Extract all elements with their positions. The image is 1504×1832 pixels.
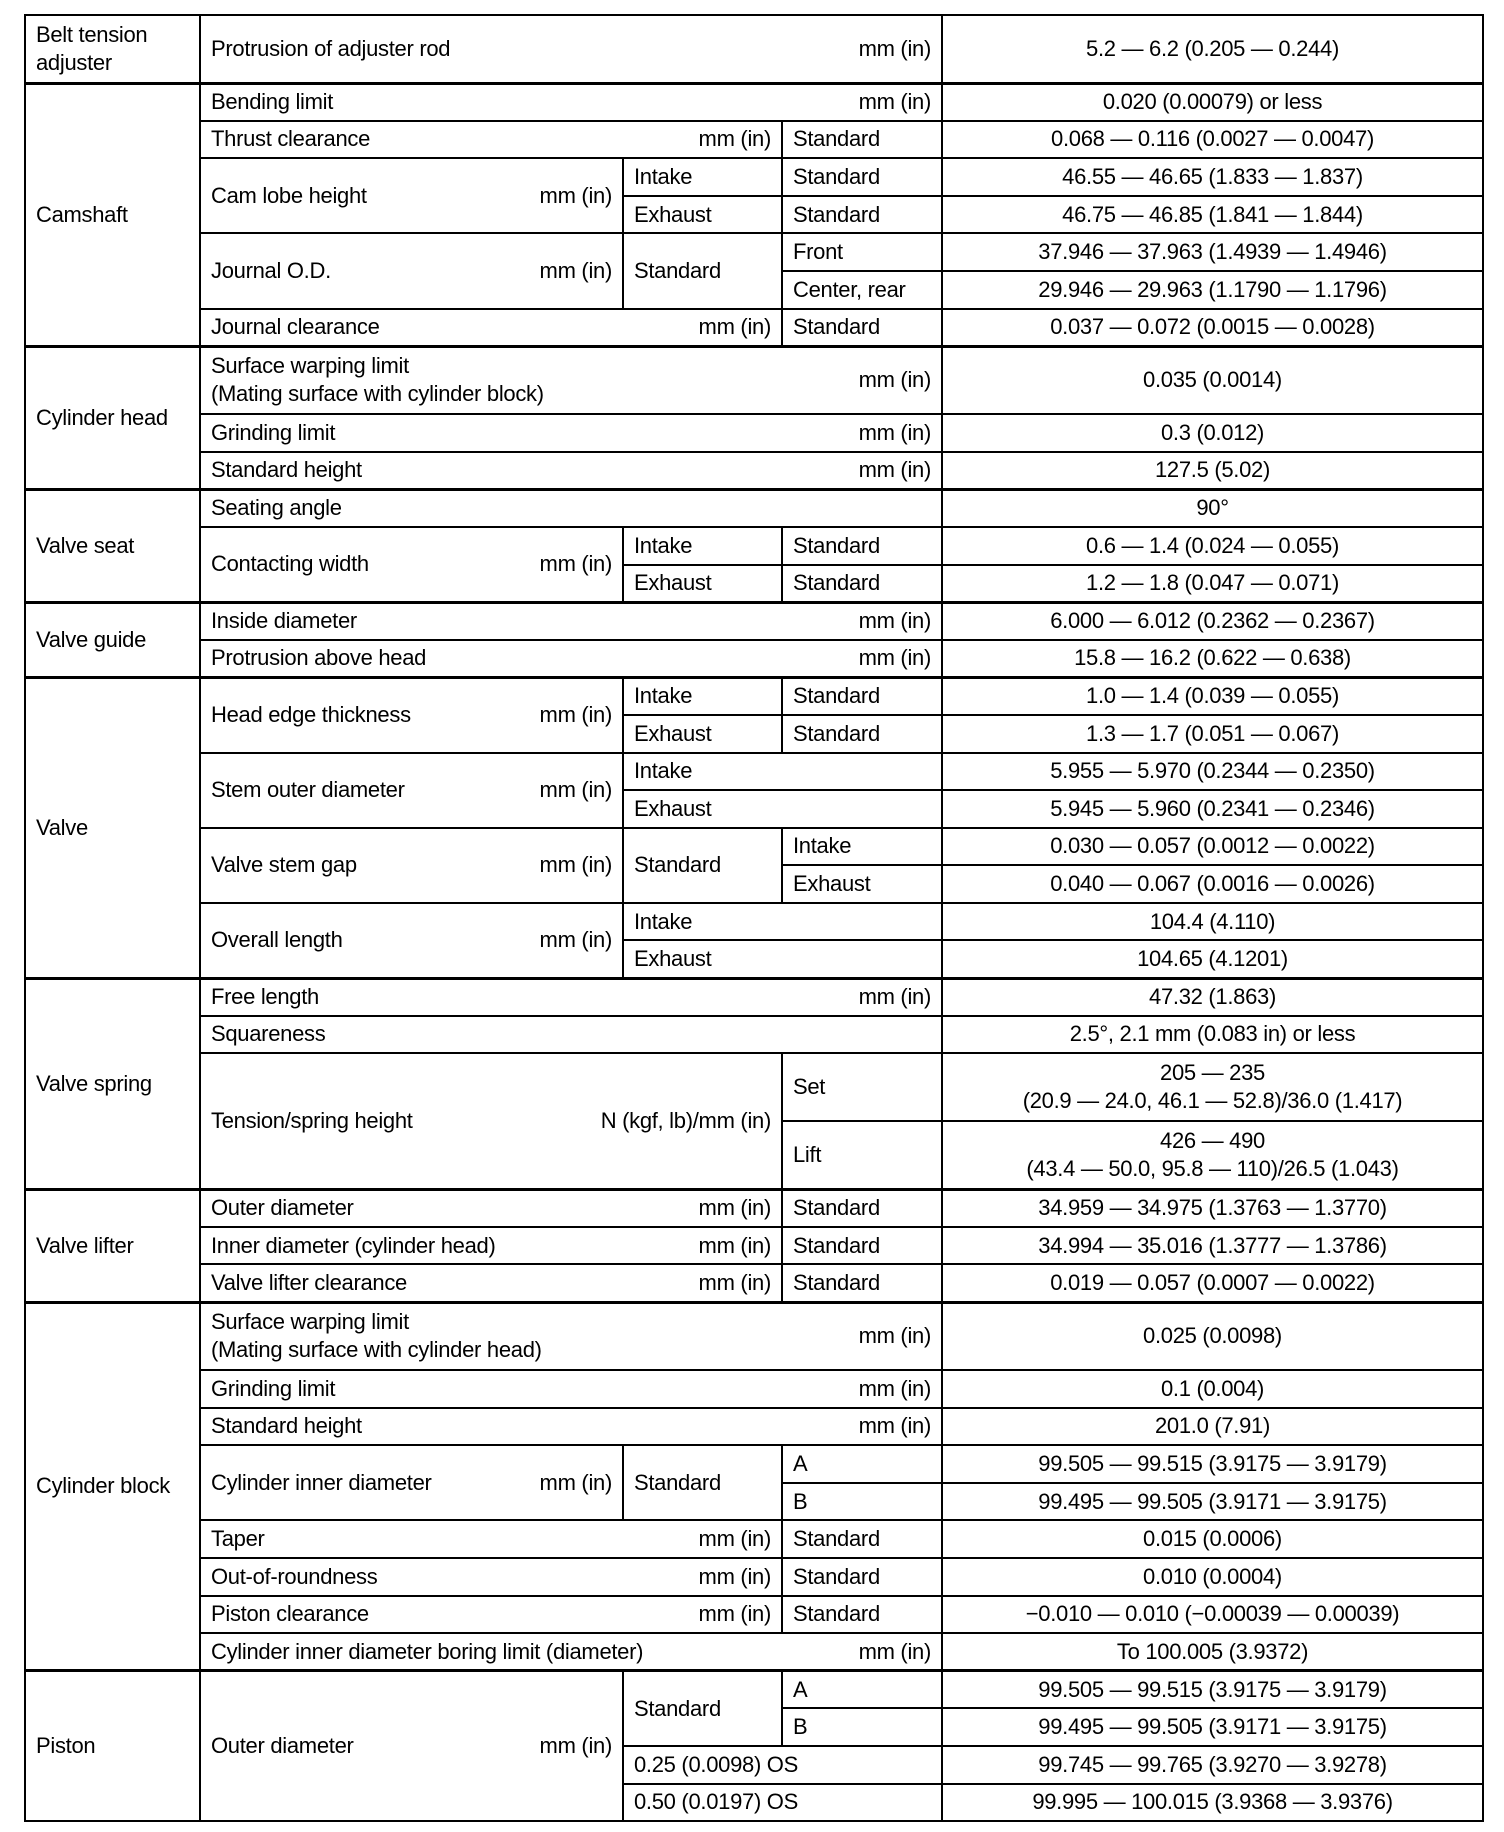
item-label: Journal O.D.	[211, 257, 331, 283]
item-cell	[200, 1408, 942, 1446]
unit-label: mm (in)	[539, 777, 612, 803]
item-cell	[200, 1671, 623, 1821]
group-label: Camshaft	[25, 83, 200, 346]
condition-cell: Standard	[782, 158, 942, 196]
value-cell: 34.994 — 35.016 (1.3777 — 1.3786)	[942, 1227, 1483, 1265]
unit-label: mm (in)	[858, 35, 932, 61]
table-row	[25, 1264, 1483, 1302]
value-cell: 47.32 (1.863)	[942, 978, 1483, 1016]
unit-label: mm (in)	[539, 702, 612, 728]
item-cell	[200, 602, 942, 640]
condition-cell: Standard	[782, 1227, 942, 1265]
condition-cell: Standard	[782, 1596, 942, 1634]
condition-cell: Standard	[782, 677, 942, 715]
condition-cell: Standard	[782, 715, 942, 753]
value-cell: 1.0 — 1.4 (0.039 — 0.055)	[942, 677, 1483, 715]
sub-cell: 0.50 (0.0197) OS	[623, 1784, 942, 1822]
unit-label: mm (in)	[858, 89, 932, 115]
condition-cell: Center, rear	[782, 271, 942, 309]
value-cell: 99.495 — 99.505 (3.9171 — 3.9175)	[942, 1483, 1483, 1521]
unit-label: mm (in)	[539, 1733, 612, 1759]
table-row	[25, 828, 1483, 866]
table-row	[25, 1016, 1483, 1054]
item-label: Inner diameter (cylinder head)	[211, 1232, 496, 1258]
item-label: Outer diameter	[211, 1733, 354, 1759]
value-cell: 0.010 (0.0004)	[942, 1558, 1483, 1596]
item-label: Free length	[211, 984, 319, 1010]
unit-label: mm (in)	[858, 984, 932, 1010]
unit-label: mm (in)	[858, 1375, 932, 1401]
group-label: Cylinder head	[25, 346, 200, 489]
unit-label: mm (in)	[539, 1469, 612, 1495]
condition-cell: Standard	[782, 565, 942, 603]
value-cell: 0.6 — 1.4 (0.024 — 0.055)	[942, 527, 1483, 565]
value-cell: To 100.005 (3.9372)	[942, 1633, 1483, 1671]
value-line: (20.9 — 24.0, 46.1 — 52.8)/36.0 (1.417)	[1022, 1088, 1403, 1114]
group-label: Valve lifter	[25, 1189, 200, 1302]
unit-label: mm (in)	[539, 551, 612, 577]
value-cell: 46.55 — 46.65 (1.833 — 1.837)	[942, 158, 1483, 196]
table-row	[25, 414, 1483, 452]
item-label: Squareness	[211, 1021, 326, 1047]
condition-cell: Standard	[782, 196, 942, 234]
group-label: Belt tension adjuster	[25, 15, 200, 83]
table-row	[25, 677, 1483, 715]
table-row	[25, 83, 1483, 121]
item-label: Protrusion of adjuster rod	[211, 35, 451, 61]
item-cell	[200, 828, 623, 903]
item-label: Valve stem gap	[211, 852, 357, 878]
value-cell: 90°	[942, 489, 1483, 527]
unit-label: mm (in)	[858, 645, 932, 671]
table-row	[25, 527, 1483, 565]
table-row	[25, 1633, 1483, 1671]
item-cell	[200, 978, 942, 1016]
value-cell: 104.4 (4.110)	[942, 903, 1483, 941]
table-row	[25, 158, 1483, 196]
item-cell	[200, 1370, 942, 1408]
value-cell: 0.025 (0.0098)	[942, 1302, 1483, 1370]
item-label: Out-of-roundness	[211, 1563, 378, 1589]
table-row	[25, 1445, 1483, 1483]
sub-cell: Exhaust	[623, 790, 942, 828]
item-label: Standard height	[211, 457, 362, 483]
unit-label: mm (in)	[698, 1232, 771, 1258]
table-row	[25, 346, 1483, 414]
unit-label: mm (in)	[858, 1323, 932, 1349]
value-cell: 0.015 (0.0006)	[942, 1520, 1483, 1558]
value-cell: 0.040 — 0.067 (0.0016 — 0.0026)	[942, 865, 1483, 903]
item-label: Bending limit	[211, 89, 334, 115]
item-label: Cam lobe height	[211, 182, 367, 208]
value-cell: 2.5°, 2.1 mm (0.083 in) or less	[942, 1016, 1483, 1054]
condition-cell: A	[782, 1671, 942, 1709]
value-cell: 5.945 — 5.960 (0.2341 — 0.2346)	[942, 790, 1483, 828]
item-cell	[200, 1016, 942, 1054]
item-cell	[200, 346, 942, 414]
item-cell	[200, 1189, 782, 1227]
sub-cell: Standard	[623, 233, 782, 308]
sub-cell: Intake	[623, 527, 782, 565]
item-note: (Mating surface with cylinder block)	[211, 381, 544, 407]
table-row	[25, 640, 1483, 678]
value-cell: 6.000 — 6.012 (0.2362 — 0.2367)	[942, 602, 1483, 640]
unit-label: mm (in)	[858, 1413, 932, 1439]
item-cell	[200, 83, 942, 121]
sub-cell: Exhaust	[623, 940, 942, 978]
value-cell: 1.3 — 1.7 (0.051 — 0.067)	[942, 715, 1483, 753]
group-label: Valve spring	[25, 978, 200, 1189]
unit-label: mm (in)	[698, 314, 771, 340]
item-cell	[200, 640, 942, 678]
item-cell	[200, 1633, 942, 1671]
condition-cell: Standard	[782, 1264, 942, 1302]
condition-cell: Standard	[782, 1520, 942, 1558]
unit-label: mm (in)	[858, 608, 932, 634]
unit-label: mm (in)	[698, 1526, 771, 1552]
unit-label: N (kgf, lb)/mm (in)	[600, 1108, 771, 1133]
item-label: Cylinder inner diameter	[211, 1469, 432, 1495]
group-label: Valve	[25, 677, 200, 978]
value-cell: 104.65 (4.1201)	[942, 940, 1483, 978]
unit-label: mm (in)	[539, 927, 612, 953]
value-cell: 99.495 — 99.505 (3.9171 — 3.9175)	[942, 1708, 1483, 1746]
sub-cell: Standard	[623, 1671, 782, 1746]
item-label: Thrust clearance	[211, 126, 371, 152]
table-row	[25, 121, 1483, 159]
item-label: Surface warping limit	[211, 1309, 409, 1335]
item-label: Contacting width	[211, 551, 369, 577]
item-label: Piston clearance	[211, 1601, 369, 1627]
value-cell: 127.5 (5.02)	[942, 452, 1483, 490]
value-cell: 99.745 — 99.765 (3.9270 — 3.9278)	[942, 1746, 1483, 1784]
condition-cell: Exhaust	[782, 865, 942, 903]
sub-cell: 0.25 (0.0098) OS	[623, 1746, 942, 1784]
item-cell	[200, 903, 623, 978]
item-cell	[200, 15, 942, 83]
table-row	[25, 1671, 1483, 1709]
table-row	[25, 452, 1483, 490]
value-cell: 0.068 — 0.116 (0.0027 — 0.0047)	[942, 121, 1483, 159]
table-row	[25, 1189, 1483, 1227]
item-label: Overall length	[211, 927, 343, 953]
value-cell: 99.505 — 99.515 (3.9175 — 3.9179)	[942, 1671, 1483, 1709]
value-line: (43.4 — 50.0, 95.8 — 110)/26.5 (1.043)	[1026, 1156, 1399, 1181]
value-line: 426 — 490	[1160, 1128, 1265, 1153]
table-row	[25, 1227, 1483, 1265]
condition-cell: B	[782, 1483, 942, 1521]
value-cell: 99.505 — 99.515 (3.9175 — 3.9179)	[942, 1445, 1483, 1483]
condition-cell: Standard	[782, 121, 942, 159]
item-label: Seating angle	[211, 495, 342, 521]
sub-cell: Intake	[623, 677, 782, 715]
value-cell: 0.030 — 0.057 (0.0012 — 0.0022)	[942, 828, 1483, 866]
item-label: Grinding limit	[211, 1375, 336, 1401]
value-cell	[942, 1053, 1483, 1121]
condition-cell: Standard	[782, 1189, 942, 1227]
sub-cell: Exhaust	[623, 196, 782, 234]
item-note: (Mating surface with cylinder head)	[211, 1337, 542, 1363]
sub-cell: Intake	[623, 753, 942, 791]
item-cell	[200, 1520, 782, 1558]
unit-label: mm (in)	[698, 1563, 771, 1589]
item-cell	[200, 158, 623, 233]
item-cell	[200, 1445, 623, 1520]
item-cell	[200, 1227, 782, 1265]
table-row	[25, 602, 1483, 640]
item-label: Stem outer diameter	[211, 777, 405, 803]
value-cell: 37.946 — 37.963 (1.4939 — 1.4946)	[942, 233, 1483, 271]
value-cell: 0.037 — 0.072 (0.0015 — 0.0028)	[942, 309, 1483, 347]
group-label: Valve guide	[25, 602, 200, 677]
item-label: Surface warping limit	[211, 353, 409, 379]
table-row	[25, 15, 1483, 83]
item-label: Head edge thickness	[211, 702, 411, 728]
item-cell	[200, 1053, 782, 1189]
unit-label: mm (in)	[539, 257, 612, 283]
group-label: Piston	[25, 1671, 200, 1821]
item-label: Outer diameter	[211, 1195, 354, 1221]
item-cell	[200, 309, 782, 347]
value-cell: 99.995 — 100.015 (3.9368 — 3.9376)	[942, 1784, 1483, 1822]
condition-cell: B	[782, 1708, 942, 1746]
item-cell	[200, 121, 782, 159]
unit-label: mm (in)	[858, 457, 932, 483]
table-row	[25, 1596, 1483, 1634]
condition-cell: Standard	[782, 309, 942, 347]
condition-cell: Front	[782, 233, 942, 271]
value-cell: 5.2 — 6.2 (0.205 — 0.244)	[942, 15, 1483, 83]
value-cell: 0.1 (0.004)	[942, 1370, 1483, 1408]
value-line: 205 — 235	[1160, 1060, 1265, 1086]
sub-cell: Standard	[623, 828, 782, 903]
value-cell: −0.010 — 0.010 (−0.00039 — 0.00039)	[942, 1596, 1483, 1634]
value-cell: 5.955 — 5.970 (0.2344 — 0.2350)	[942, 753, 1483, 791]
item-label: Taper	[211, 1526, 265, 1552]
value-cell: 15.8 — 16.2 (0.622 — 0.638)	[942, 640, 1483, 678]
group-label: Cylinder block	[25, 1302, 200, 1671]
item-cell	[200, 753, 623, 828]
item-cell	[200, 677, 623, 752]
item-cell	[200, 1302, 942, 1370]
item-cell	[200, 489, 942, 527]
item-label: Cylinder inner diameter boring limit (diameter)	[211, 1638, 644, 1664]
table-row	[25, 1408, 1483, 1446]
table-row	[25, 233, 1483, 271]
sub-cell: Intake	[623, 903, 942, 941]
item-cell	[200, 527, 623, 602]
condition-cell: A	[782, 1445, 942, 1483]
value-cell: 0.019 — 0.057 (0.0007 — 0.0022)	[942, 1264, 1483, 1302]
condition-cell: Lift	[782, 1121, 942, 1189]
value-cell: 0.035 (0.0014)	[942, 346, 1483, 414]
engine-specifications-table	[24, 14, 1484, 1822]
table-row	[25, 903, 1483, 941]
item-cell	[200, 414, 942, 452]
item-label: Tension/spring height	[211, 1108, 413, 1133]
item-cell	[200, 452, 942, 490]
unit-label: mm (in)	[698, 1269, 771, 1295]
item-cell	[200, 1558, 782, 1596]
condition-cell: Standard	[782, 527, 942, 565]
unit-label: mm (in)	[858, 367, 932, 393]
unit-label: mm (in)	[858, 419, 932, 445]
table-row	[25, 1302, 1483, 1370]
unit-label: mm (in)	[698, 1601, 771, 1627]
unit-label: mm (in)	[539, 852, 612, 878]
unit-label: mm (in)	[858, 1638, 932, 1664]
value-cell: 46.75 — 46.85 (1.841 — 1.844)	[942, 196, 1483, 234]
value-cell: 0.020 (0.00079) or less	[942, 83, 1483, 121]
value-cell: 29.946 — 29.963 (1.1790 — 1.1796)	[942, 271, 1483, 309]
value-cell	[942, 1121, 1483, 1189]
unit-label: mm (in)	[539, 182, 612, 208]
unit-label: mm (in)	[698, 126, 771, 152]
item-label: Journal clearance	[211, 314, 380, 340]
sub-cell: Standard	[623, 1445, 782, 1520]
item-label: Inside diameter	[211, 608, 357, 634]
item-cell	[200, 1264, 782, 1302]
condition-cell: Intake	[782, 828, 942, 866]
table-row	[25, 753, 1483, 791]
group-label: Valve seat	[25, 489, 200, 602]
item-label: Valve lifter clearance	[211, 1269, 407, 1295]
sub-cell: Exhaust	[623, 565, 782, 603]
condition-cell: Standard	[782, 1558, 942, 1596]
item-label: Grinding limit	[211, 419, 336, 445]
table-row	[25, 489, 1483, 527]
table-row	[25, 1558, 1483, 1596]
table-row	[25, 978, 1483, 1016]
table-row	[25, 1053, 1483, 1121]
condition-cell: Set	[782, 1053, 942, 1121]
sub-cell: Intake	[623, 158, 782, 196]
value-cell: 201.0 (7.91)	[942, 1408, 1483, 1446]
value-cell: 1.2 — 1.8 (0.047 — 0.071)	[942, 565, 1483, 603]
item-cell	[200, 1596, 782, 1634]
item-cell	[200, 233, 623, 308]
table-row	[25, 309, 1483, 347]
unit-label: mm (in)	[698, 1195, 771, 1221]
item-label: Protrusion above head	[211, 645, 427, 671]
sub-cell: Exhaust	[623, 715, 782, 753]
table-row	[25, 1520, 1483, 1558]
item-label: Standard height	[211, 1413, 362, 1439]
value-cell: 0.3 (0.012)	[942, 414, 1483, 452]
value-cell: 34.959 — 34.975 (1.3763 — 1.3770)	[942, 1189, 1483, 1227]
table-row	[25, 1370, 1483, 1408]
